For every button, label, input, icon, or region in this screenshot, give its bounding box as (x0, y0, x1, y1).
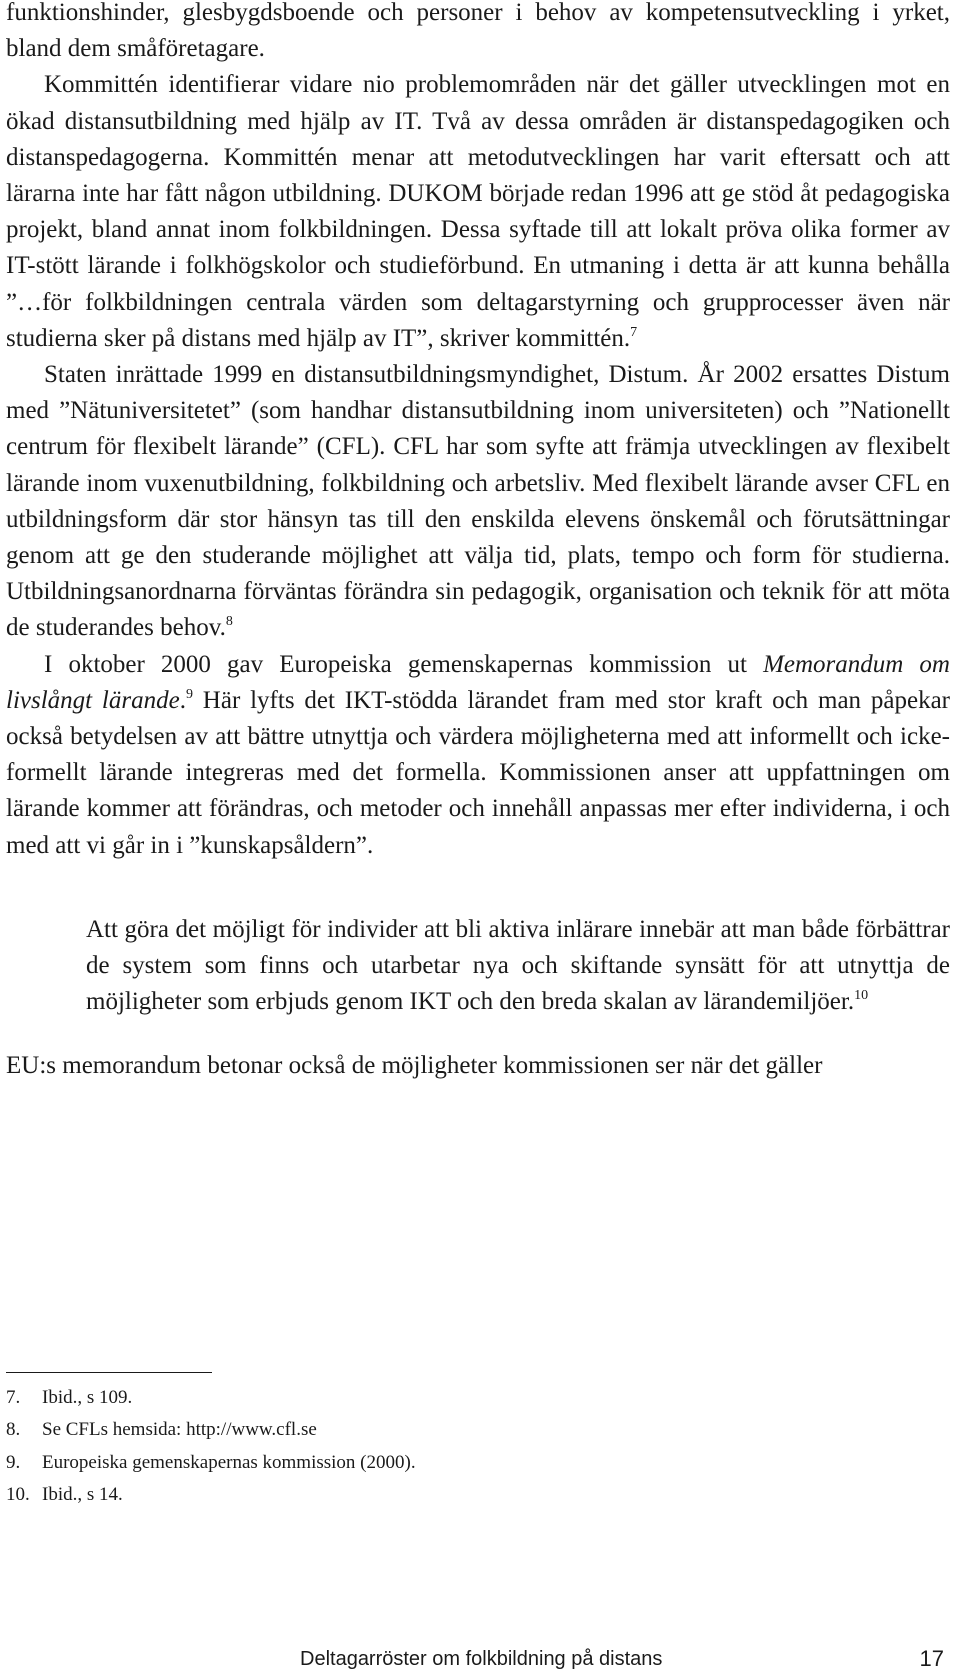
footnote-number: 8. (6, 1419, 21, 1441)
page-number: 17 (919, 1646, 944, 1671)
quote-text: Att göra det möjligt för individer att bli aktiva inlärare innebär att man både förbättrar de system som finns och utarbetar nya och skiftande synsätt för att utnyttja de möjligheter som erbjuds genom IKT och den breda skalan av lärandemiljöer. (86, 915, 950, 1016)
footnote-reference[interactable]: 9 (185, 686, 193, 702)
footnote-text: Europeiska gemenskapernas kommission (2000). (42, 1451, 416, 1473)
paragraph-text: . (179, 686, 186, 714)
footnote-reference[interactable]: 10 (854, 988, 869, 1004)
footnote-reference[interactable]: 8 (225, 614, 233, 630)
footnote-text: Ibid., s 109. (42, 1387, 133, 1408)
publication-title: Memorandum om livslångt lärande (6, 650, 950, 714)
document-body (6, 0, 950, 1085)
paragraph-text: funktionshinder, glesbygdsboende och personer i behov av kompetensutveckling i yrket, bland dem småföretagare. (6, 0, 950, 63)
footnotes (6, 1382, 906, 1512)
paragraph-continuation (6, 1048, 950, 1084)
paragraph-continued (6, 0, 950, 67)
paragraph-text: I oktober 2000 gav Europeiska gemenskapernas kommission ut (44, 650, 764, 678)
footnote-number: 10. (6, 1484, 30, 1506)
paragraph-committee-problems (6, 67, 950, 357)
block-quote (86, 912, 950, 1021)
page-footer (0, 1644, 960, 1674)
footnote-item (6, 1414, 906, 1446)
footnote-item (6, 1382, 906, 1414)
footnote-text: Ibid., s 14. (42, 1484, 123, 1506)
footnote-item (6, 1479, 906, 1511)
paragraph-eu-memorandum (6, 647, 950, 864)
footnote-number: 9. (6, 1451, 21, 1473)
footnote-divider (6, 1372, 212, 1373)
paragraph-text: Kommittén identifierar vidare nio problemområden när det gäller utvecklingen mot en ökad distansutbildning med hjälp av IT. Två av dessa områden är distanspedagogiken och distanspedagogerna. Kommittén menar att metodutvecklingen har varit eftersatt och att lärarna inte har fått någon utbildning. DUKOM började redan 1996 att ge stöd åt pedagogiska projekt, bland annat inom folkbildningen. Dessa syftade till att lokalt pröva olika former av IT-stött lärande i folkhögskolor och studieförbund. En utmaning i detta är att kunna behålla ”…för folkbildningen centrala värden som deltagarstyrning och grupprocesser även när studierna sker på distans med hjälp av IT”, skriver kommittén. (6, 71, 950, 352)
footnote-number: 7. (6, 1387, 21, 1408)
paragraph-distum-cfl (6, 357, 950, 647)
paragraph-text: Staten inrättade 1999 en distansutbildningsmyndighet, Distum. År 2002 ersattes Distum med ”Nätuniversitetet” (som handhar distansutbildning inom universiteten) och ”Nationellt centrum för flexibelt lärande” (CFL). CFL har som syfte att främja utvecklingen av flexibelt lärande inom vuxenutbildning, folkbildning och arbetsliv. Med flexibelt lärande avser CFL en utbildningsform där stor hänsyn tas till den enskilda elevens önskemål och förutsättningar genom att ge den studerande möjlighet att välja tid, plats, tempo och form för studierna. Utbildningsanordnarna förväntas förändra sin pedagogik, organisation och teknik för att möta de studerandes behov. (6, 361, 950, 642)
footnote-item (6, 1447, 906, 1479)
running-title: Deltagarröster om folkbildning på distans (300, 1648, 663, 1670)
footnote-text: Se CFLs hemsida: http://www.cfl.se (42, 1419, 317, 1441)
footnote-reference[interactable]: 7 (630, 324, 638, 340)
paragraph-text: Här lyfts det IKT-stödda lärandet fram med stor kraft och man påpekar också betydelsen av att bättre utnyttja och värdera möjligheterna med att informellt och icke-formellt lärande integreras med det formella. Kommissionen anser att uppfattningen om lärande kommer att förändras, och metoder och innehåll anpassas mer efter individerna, i och med att vi går in i ”kunskapsåldern”. (6, 686, 950, 859)
paragraph-text: EU:s memorandum betonar också de möjligheter kommissionen ser när det gäller (6, 1052, 823, 1080)
